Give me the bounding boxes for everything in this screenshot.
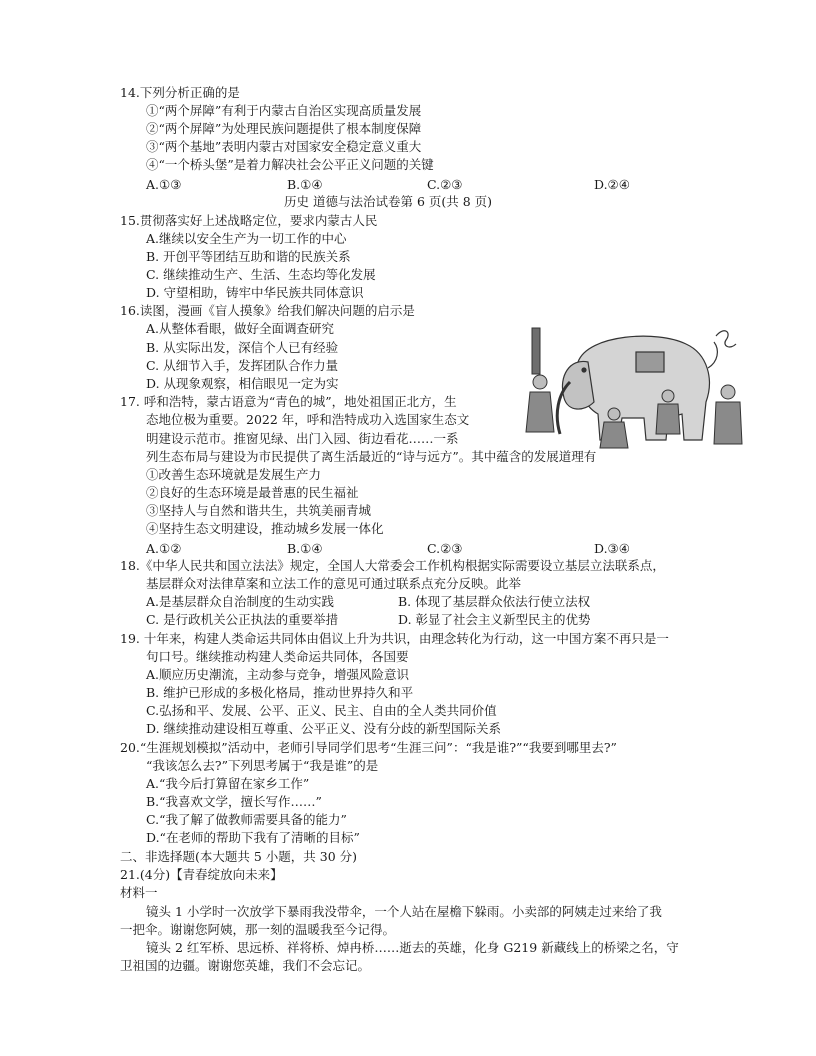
q15-option-d: D. 守望相助，铸牢中华民族共同体意识 [146, 285, 364, 300]
q21-scene-2-line-2: 卫祖国的边疆。谢谢您英雄，我们不会忘记。 [120, 958, 371, 973]
q17-option-d: D.③④ [594, 541, 630, 556]
q17-item-4: ④坚持生态文明建设，推动城乡发展一体化 [146, 521, 384, 536]
q17-option-b: B.①④ [287, 541, 323, 556]
q17-item-2: ②良好的生态环境是最普惠的民生福祉 [146, 485, 359, 500]
q14-item-2: ②“两个屏障”为处理民族问题提供了根本制度保障 [146, 121, 422, 136]
q14-option-c: C.②③ [427, 177, 463, 192]
q18-option-a: A.是基层群众自治制度的生动实践 [146, 594, 335, 609]
blind-men-elephant-cartoon [518, 322, 744, 450]
page-footer: 历史 道德与法治试卷第 6 页(共 8 页) [284, 194, 493, 209]
q14-item-3: ③“两个基地”表明内蒙古对国家安全稳定意义重大 [146, 139, 422, 154]
q16-stem: 16.读图，漫画《盲人摸象》给我们解决问题的启示是 [120, 303, 415, 318]
q14-stem: 14.下列分析正确的是 [120, 85, 240, 100]
q18-option-c: C. 是行政机关公正执法的重要举措 [146, 612, 339, 627]
q18-stem-line-1: 18.《中华人民共和国立法法》规定，全国人大常委会工作机构根据实际需要设立基层立法联系点， [120, 558, 665, 573]
q16-option-c: C. 从细节入手，发挥团队合作力量 [146, 358, 339, 373]
q17-option-a: A.①② [146, 541, 182, 556]
q20-stem-line-2: “我该怎么去?”下列思考属于“我是谁”的是 [146, 758, 379, 773]
q20-option-a: A.“我今后打算留在家乡工作” [146, 776, 310, 791]
q17-stem-line-3: 明建设示范市。推窗见绿、出门入园、街边看花……一系 [146, 431, 459, 446]
q18-stem-line-2: 基层群众对法律草案和立法工作的意见可通过联系点充分反映。此举 [146, 576, 522, 591]
q20-option-d: D.“在老师的帮助下我有了清晰的目标” [146, 830, 360, 845]
q18-option-d: D. 彰显了社会主义新型民主的优势 [398, 612, 591, 627]
q15-option-c: C. 继续推动生产、生活、生态均等化发展 [146, 267, 376, 282]
q17-option-c: C.②③ [427, 541, 463, 556]
q16-option-b: B. 从实际出发，深信个人已有经验 [146, 340, 339, 355]
q15-stem: 15.贯彻落实好上述战略定位，要求内蒙古人民 [120, 213, 378, 228]
section-two-heading: 二、非选择题(本大题共 5 小题，共 30 分) [120, 849, 358, 864]
q20-stem-line-1: 20.“生涯规划模拟”活动中，老师引导同学们思考“生涯三问”：“我是谁?”“我要到哪里去?” [120, 740, 617, 755]
q19-stem-line-2: 句口号。继续推动构建人类命运共同体，各国要 [146, 649, 409, 664]
q19-option-d: D. 继续推动建设相互尊重、公平正义、没有分歧的新型国际关系 [146, 721, 502, 736]
q14-option-a: A.①③ [146, 177, 182, 192]
q21-title: 21.(4分)【青春绽放向未来】 [120, 867, 283, 882]
q21-material-label: 材料一 [120, 885, 158, 900]
q21-scene-2-line-1: 镜头 2 红军桥、思远桥、祥将桥、焯冉桥……逝去的英雄，化身 G219 新藏线上的桥梁之名，守 [146, 940, 679, 955]
q17-item-1: ①改善生态环境就是发展生产力 [146, 467, 322, 482]
q19-option-b: B. 维护已形成的多极化格局，推动世界持久和平 [146, 685, 414, 700]
q17-item-3: ③坚持人与自然和谐共生，共筑美丽青城 [146, 503, 372, 518]
q21-scene-1-line-1: 镜头 1 小学时一次放学下暴雨我没带伞，一个人站在屋檐下躲雨。小卖部的阿姨走过来给了我 [146, 904, 662, 919]
q16-option-a: A.从整体看眼，做好全面调查研究 [146, 321, 335, 336]
q16-option-d: D. 从现象观察，相信眼见一定为实 [146, 376, 339, 391]
q21-scene-1-line-2: 一把伞。谢谢您阿姨，那一刻的温暖我至今记得。 [120, 922, 396, 937]
q18-option-b: B. 体现了基层群众依法行使立法权 [398, 594, 591, 609]
q14-item-1: ①“两个屏障”有利于内蒙古自治区实现高质量发展 [146, 103, 422, 118]
q14-item-4: ④“一个桥头堡”是着力解决社会公平正义问题的关键 [146, 157, 434, 172]
q14-option-b: B.①④ [287, 177, 323, 192]
q14-option-d: D.②④ [594, 177, 630, 192]
q17-stem-line-4: 列生态布局与建设为市民提供了离生活最近的“诗与远方”。其中蕴含的发展道理有 [146, 449, 597, 464]
q20-option-b: B.“我喜欢文学，擅长写作……” [146, 794, 322, 809]
q19-option-c: C.弘扬和平、发展、公平、正义、民主、自由的全人类共同价值 [146, 703, 497, 718]
q15-option-b: B. 开创平等团结互助和谐的民族关系 [146, 249, 351, 264]
q19-option-a: A.顺应历史潮流，主动参与竞争，增强风险意识 [146, 667, 410, 682]
q19-stem-line-1: 19. 十年来，构建人类命运共同体由倡议上升为共识，由理念转化为行动，这一中国方案不再只是一 [120, 631, 669, 646]
q17-stem-line-2: 态地位极为重要。2022 年，呼和浩特成功入选国家生态文 [146, 412, 470, 427]
q15-option-a: A.继续以安全生产为一切工作的中心 [146, 231, 347, 246]
q20-option-c: C.“我了解了做教师需要具备的能力” [146, 812, 347, 827]
q17-stem-line-1: 17. 呼和浩特，蒙古语意为“青色的城”，地处祖国正北方，生 [120, 394, 457, 409]
